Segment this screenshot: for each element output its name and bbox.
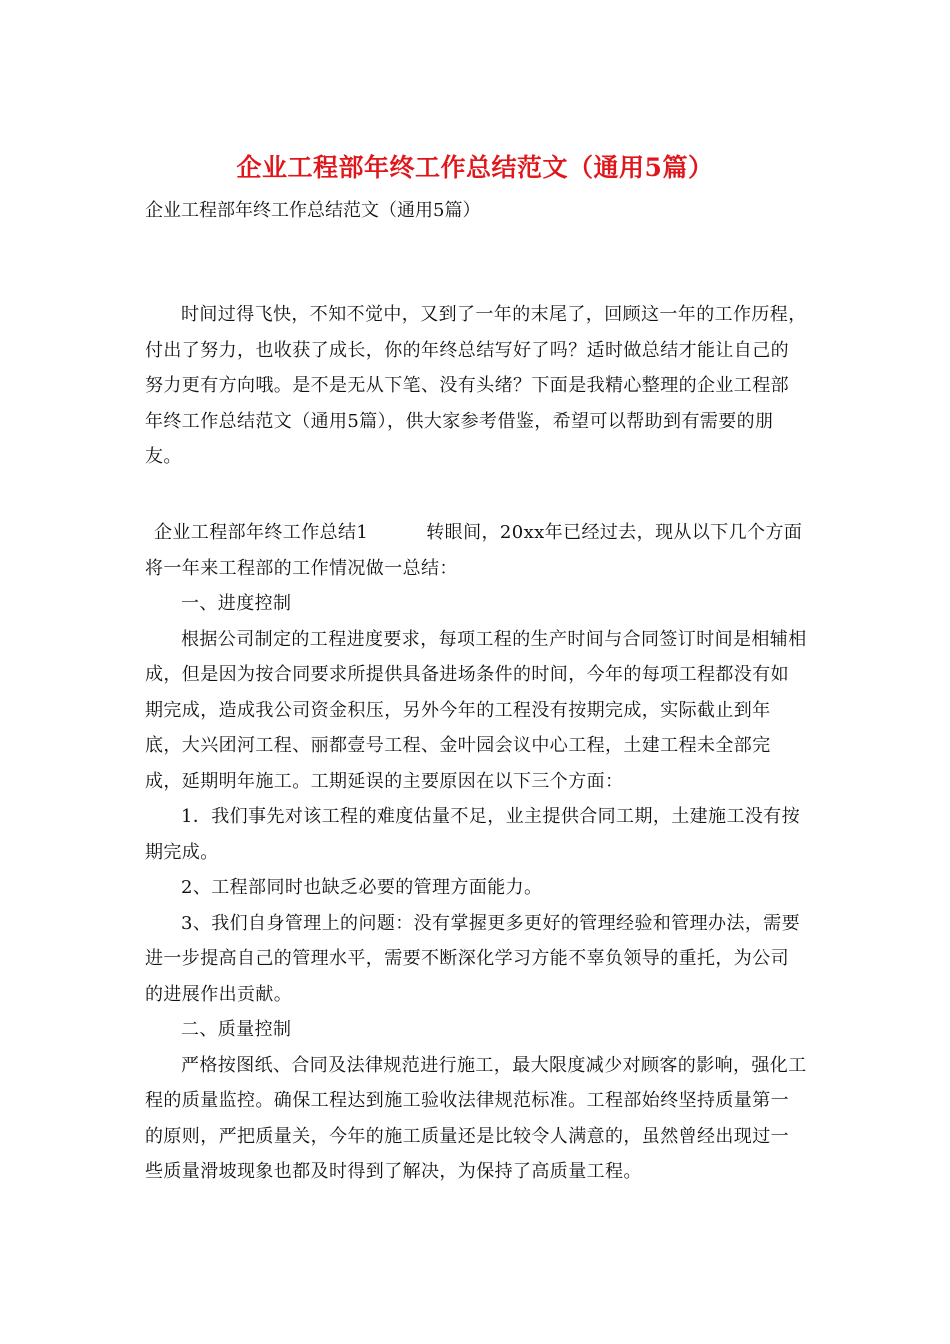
heading-quality-control: 二、质量控制 [181, 1019, 292, 1040]
intro-section [145, 297, 807, 475]
paragraph-quality-control: 严格按图纸、合同及法律规范进行施工，最大限度减少对顾客的影响，强化工程的质量监控。确保工程达到施工验收法律规范标准。工程部始终坚持质量第一的原则，严把质量关，今年的施工质量还是比较令人满意的，虽然曾经出现过一些质量滑坡现象也都及时得到了解决，为保持了高质量工程。 [145, 1054, 807, 1182]
document-title: 企业工程部年终工作总结范文（通用5篇） [236, 153, 714, 182]
section-1 [145, 515, 807, 1190]
document-subtitle: 企业工程部年终工作总结范文（通用5篇） [145, 200, 481, 221]
list-item-3: 3、我们自身管理上的问题：没有掌握更多更好的管理经验和管理办法，需要进一步提高自己的管理水平，需要不断深化学习方能不辜负领导的重托，为公司的进展作出贡献。 [145, 912, 801, 1005]
intro-paragraph: 时间过得飞快，不知不觉中，又到了一年的末尾了，回顾这一年的工作历程，付出了努力，也收获了成长，你的年终总结写好了吗？适时做总结才能让自己的努力更有方向哦。是不是无从下笔、没有头绪？下面是我精心整理的企业工程部年终工作总结范文（通用5篇），供大家参考借鉴，希望可以帮助到有需要的朋友。 [145, 304, 807, 467]
list-item-2: 2、工程部同时也缺乏必要的管理方面能力。 [181, 877, 543, 898]
section-heading: 企业工程部年终工作总结1 [154, 522, 369, 543]
paragraph-progress-control: 根据公司制定的工程进度要求，每项工程的生产时间与合同签订时间是相辅相成，但是因为按合同要求所提供具备进场条件的时间，今年的每项工程都没有如期完成，造成我公司资金积压，另外今年的工程没有按期完成，实际截止到年底，大兴团河工程、丽都壹号工程、金叶园会议中心工程，土建工程未全部完成，延期明年施工。工期延误的主要原因在以下三个方面： [145, 628, 807, 792]
list-item-1: 1．我们事先对该工程的难度估量不足，业主提供合同工期，土建施工没有按期完成。 [145, 806, 801, 863]
section-lead-paragraph [145, 515, 807, 586]
section-lead-text: 转眼间，20xx年已经过去，现从以下几个方面将一年来工程部的工作情况做一总结： [145, 522, 803, 579]
heading-progress-control: 一、进度控制 [181, 593, 292, 614]
